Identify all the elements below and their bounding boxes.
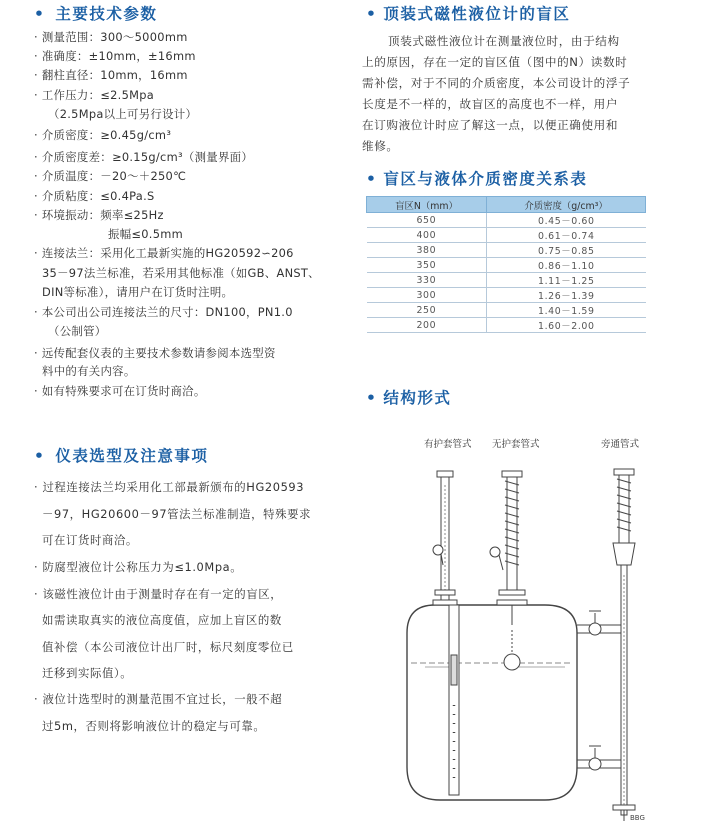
table-row [367,273,646,288]
table-cell: 250 [367,303,487,318]
vessel [407,605,577,800]
specs-heading: • 主要技术参数 [34,5,158,23]
selection-line: · 防腐型液位计公称压力为≤1.0Mpa。 [34,560,243,574]
table-row [367,213,646,228]
table-row [367,243,646,258]
bypass-piping [577,611,621,770]
paragraph-line: 上的原因，存在一定的盲区值（图中的N）读数时 [362,55,628,69]
table-cell: 650 [367,213,487,228]
spec-line: DIN等标准），请用户在订货时注明。 [42,285,234,299]
selection-line: 过5m，否则将影响液位计的稳定与可靠。 [42,719,266,733]
sheathed-gauge [433,471,459,795]
label-unsheathed-type: 无护套管式 [492,439,540,450]
paragraph-line: 顶装式磁性液位计在测量液位时，由于结构 [388,34,620,48]
density-table-heading: • 盲区与液体介质密度关系表 [366,170,588,188]
table-cell: 1.40－1.59 [487,303,646,318]
table-cell: 0.86－1.10 [487,258,646,273]
paragraph-line: 长度是不一样的，故盲区的高度也不一样，用户 [362,97,619,111]
paragraph-line: 在订购液位计时应了解这一点，以便正确使用和 [362,118,619,132]
spec-line: · 工作压力：≤2.5Mpa [34,88,155,102]
structure-heading: • 结构形式 [366,389,452,407]
table-cell: 300 [367,288,487,303]
selection-heading: • 仪表选型及注意事项 [34,447,209,465]
spec-line: · 本公司出公司连接法兰的尺寸：DN100，PN1.0 [34,305,293,319]
table-header-row [367,197,646,213]
selection-line: · 过程连接法兰均采用化工部最新颁布的HG20593 [34,480,305,494]
bullet-icon: • [366,5,378,23]
table-row [367,228,646,243]
spec-line: 料中的有关内容。 [42,364,136,378]
table-cell: 0.45－0.60 [487,213,646,228]
selection-line: · 液位计选型时的测量范围不宜过长，一般不超 [34,692,283,706]
table-cell: 380 [367,243,487,258]
label-sheathed-type: 有护套管式 [424,439,472,450]
spec-line: · 介质温度：－20～＋250℃ [34,169,187,183]
table-row [367,258,646,273]
spec-line: 振幅≤0.5mm [108,227,184,241]
selection-line: 值补偿（本公司液位计出厂时，标尺刻度零位已 [42,640,294,654]
table-cell: 1.11－1.25 [487,273,646,288]
table-cell: 0.75－0.85 [487,243,646,258]
bullet-icon: • [34,447,46,465]
table-cell: 0.61－0.74 [487,228,646,243]
unsheathed-gauge [490,471,527,670]
spec-line: （公制管） [48,324,107,338]
table-cell: 400 [367,228,487,243]
spec-line: · 连接法兰：采用化工最新实施的HG20592∽206 [34,246,294,260]
table-cell: 330 [367,273,487,288]
paragraph-line: 需补偿，对于不同的介质密度，本公司设计的浮子 [362,76,631,90]
table-cell: 350 [367,258,487,273]
label-bypass-type: 旁通管式 [601,439,640,450]
selection-line: · 该磁性液位计由于测量时存在有一定的盲区， [34,587,283,601]
bullet-icon: • [366,170,378,188]
bullet-icon: • [366,389,378,407]
column-header-density: 介质密度（g/cm³） [487,197,646,213]
selection-line: 迁移到实际值）。 [42,666,133,680]
spec-line: · 翻柱直径：10mm，16mm [34,68,188,82]
spec-line: · 介质密度：≥0.45g/cm³ [34,128,172,142]
spec-line: · 介质密度差：≥0.15g/cm³（测量界面） [34,150,254,164]
table-row [367,288,646,303]
bottom-mark: BBG [630,814,645,822]
spec-line: · 测量范围：300～5000mm [34,30,188,44]
spec-line: · 远传配套仪表的主要技术参数请参阅本选型资 [34,346,276,360]
table-cell: 1.60－2.00 [487,318,646,333]
table-row [367,303,646,318]
table-cell: 1.26－1.39 [487,288,646,303]
table-row [367,318,646,333]
spec-line: （2.5Mpa以上可另行设计） [48,107,198,121]
structure-diagram [395,455,665,825]
selection-line: 如需读取真实的液位高度值，应加上盲区的数 [42,613,282,627]
table-cell: 200 [367,318,487,333]
selection-line: 可在订货时商洽。 [42,533,138,547]
blind-zone-heading: • 顶装式磁性液位计的盲区 [366,5,571,23]
column-header-blind-zone: 盲区N（mm） [367,197,487,213]
spec-line: · 如有特殊要求可在订货时商洽。 [34,384,206,398]
spec-line: · 介质粘度：≤0.4Pa.S [34,189,155,203]
density-table [366,196,646,333]
spec-line: 35－97法兰标准，若采用其他标准（如GB、ANST、 [42,266,320,280]
bullet-icon: • [34,5,46,23]
selection-line: －97，HG20600－97管法兰标准制造，特殊要求 [42,507,312,521]
spec-line: · 准确度：±10mm，±16mm [34,49,196,63]
spec-line: · 环境振动：频率≤25Hz [34,208,164,222]
paragraph-line: 维修。 [362,139,399,153]
